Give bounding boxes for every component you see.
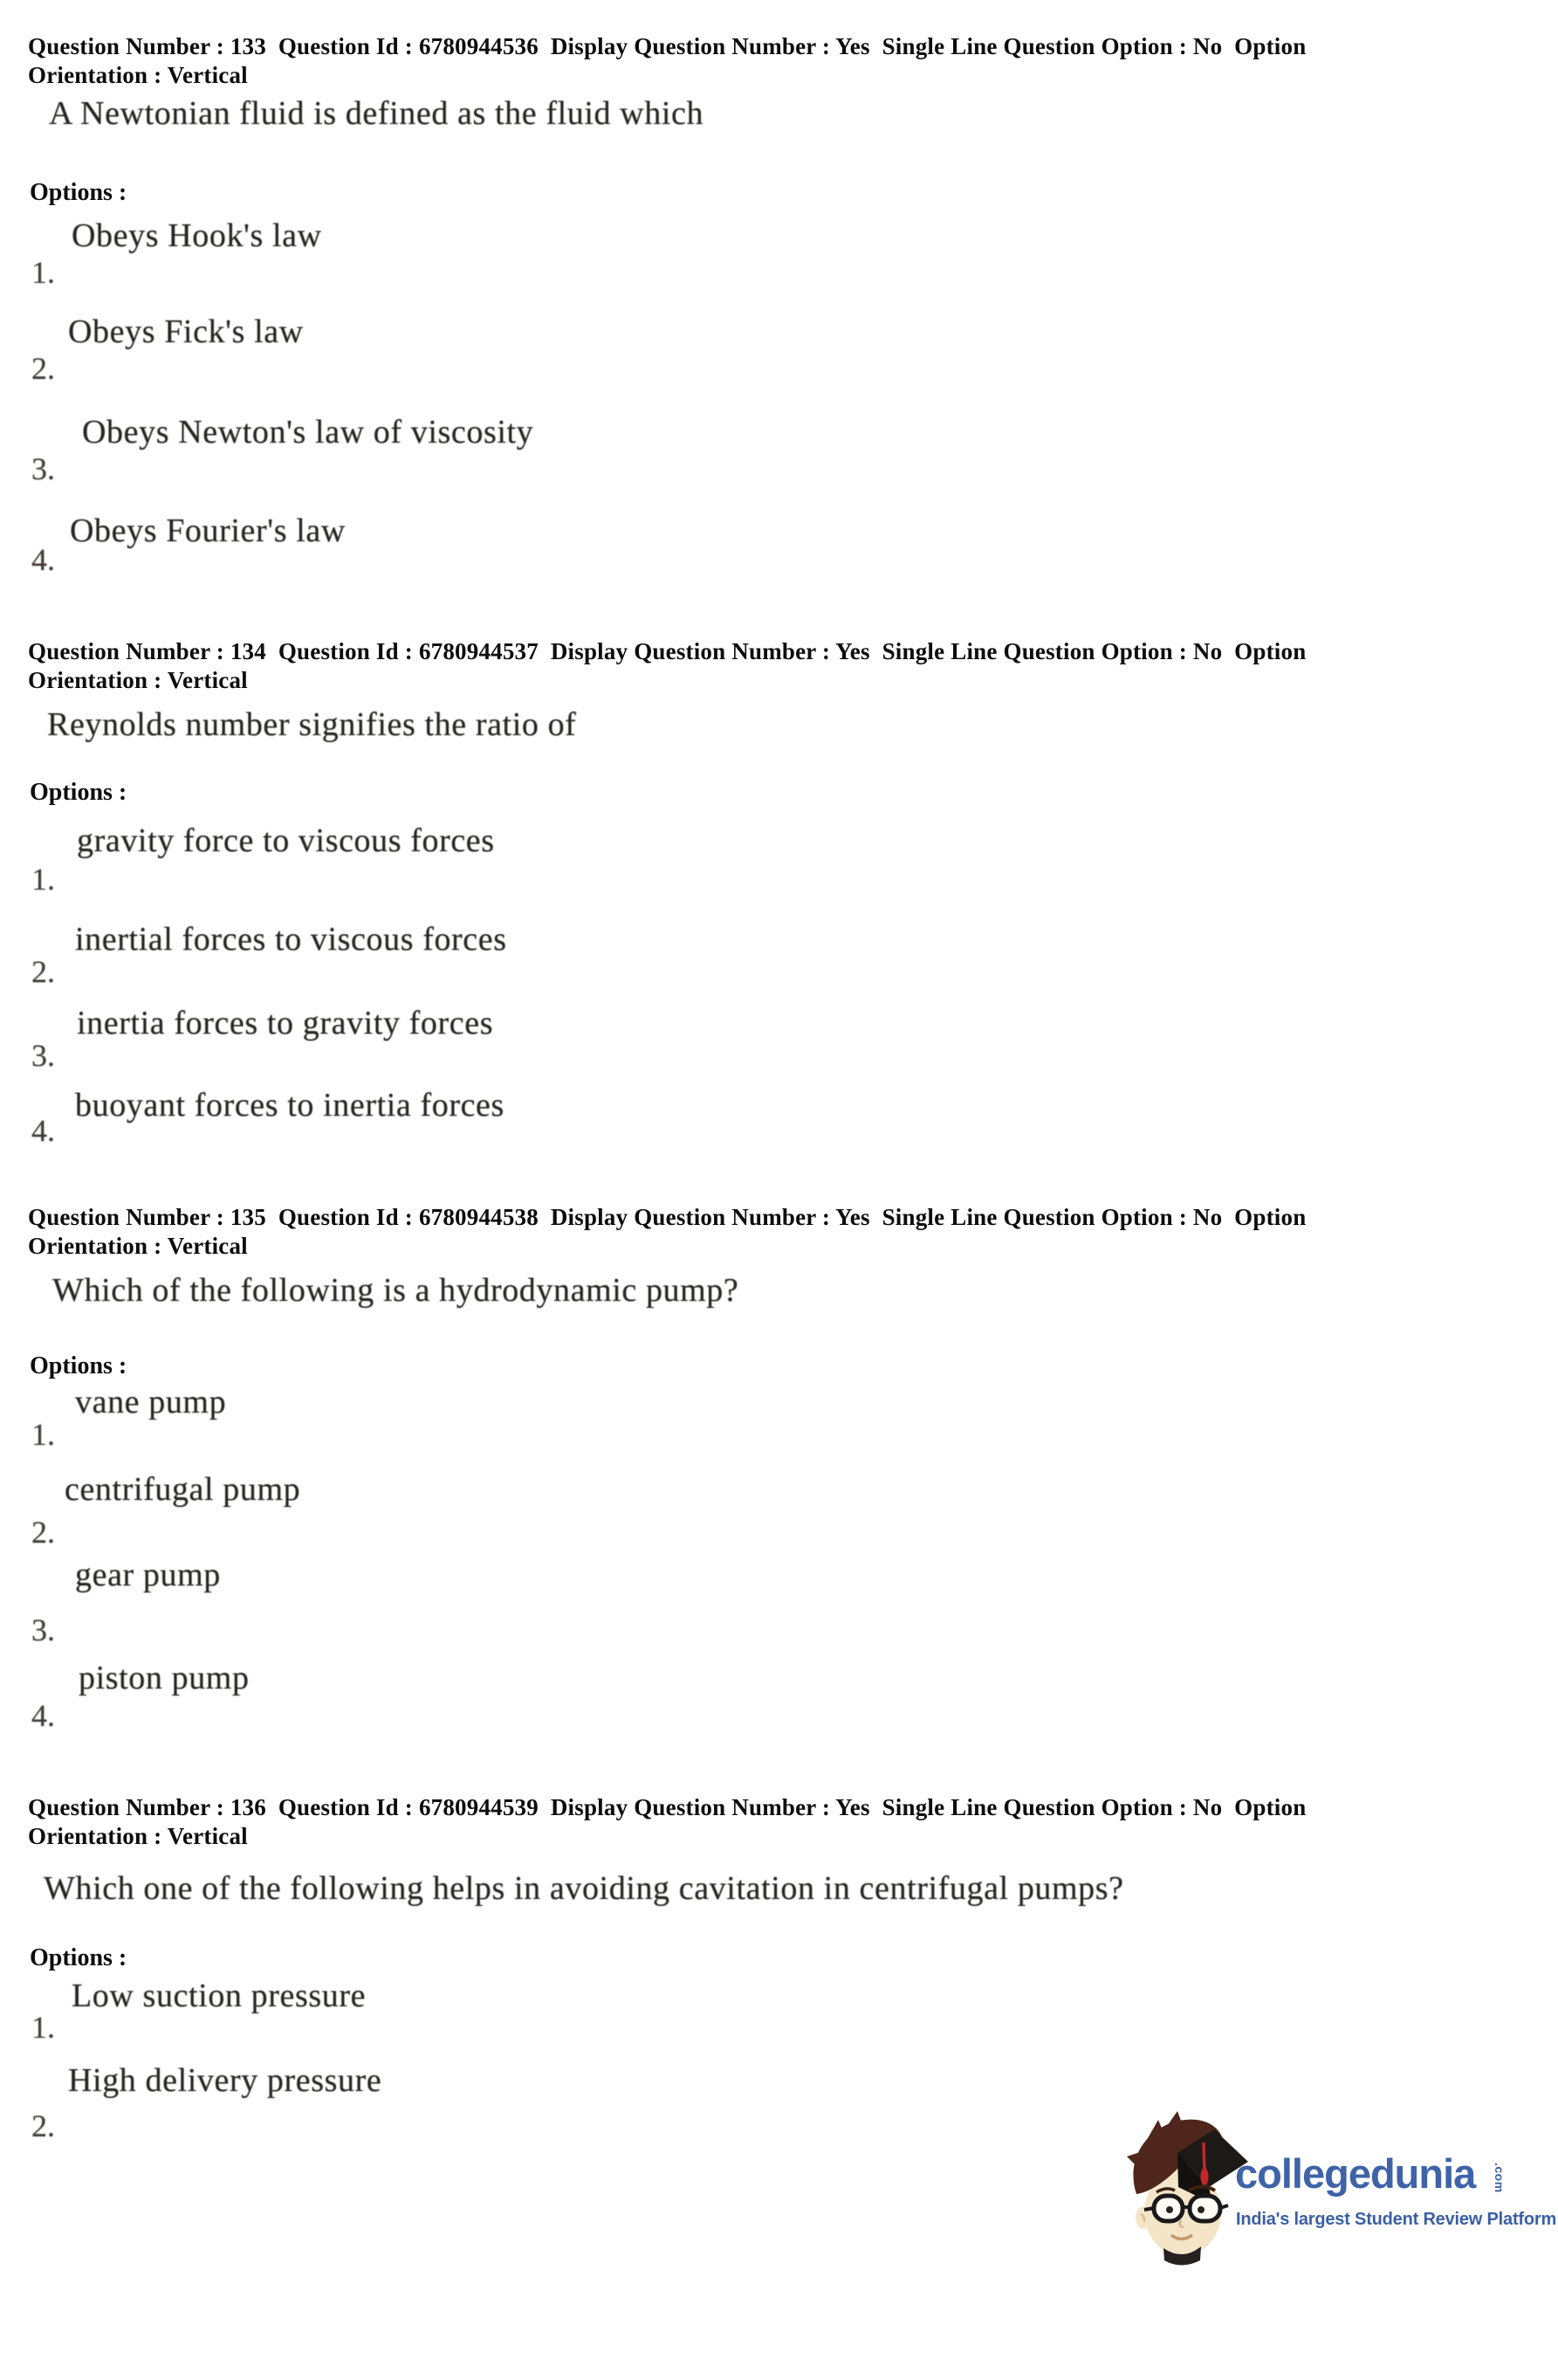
brand-domain-text: .com [1493, 2163, 1507, 2193]
brand-tagline: India's largest Student Review Platform [1236, 2210, 1557, 2229]
option-text: gravity force to viscous forces [77, 822, 495, 859]
option-text: buoyant forces to inertia forces [75, 1087, 504, 1124]
question-text: Which one of the following helps in avoiding cavitation in centrifugal pumps? [44, 1870, 1124, 1907]
option-text: Obeys Fick's law [68, 313, 304, 350]
question-text: Reynolds number signifies the ratio of [47, 706, 577, 743]
question-header-line1: Question Number : 135 Question Id : 6780944538 Display Question Number : Yes Single Line Question Option : No Option [28, 1204, 1307, 1230]
option-number: 2. [31, 954, 55, 989]
option-text: Obeys Fourier's law [70, 512, 346, 549]
option-text: Low suction pressure [72, 1978, 367, 2014]
option-text: vane pump [75, 1384, 227, 1420]
option-number: 4. [31, 1113, 55, 1148]
option-number: 1. [31, 255, 55, 290]
option-number: 4. [31, 542, 55, 577]
question-text: Which of the following is a hydrodynamic pump? [52, 1272, 739, 1309]
option-number: 2. [31, 1515, 55, 1550]
option-number: 1. [31, 862, 55, 897]
option-number: 1. [31, 1417, 55, 1452]
question-header-line1: Question Number : 136 Question Id : 6780944539 Display Question Number : Yes Single Line Question Option : No Option [28, 1794, 1307, 1820]
options-label: Options : [30, 1352, 127, 1379]
option-text: centrifugal pump [65, 1471, 301, 1508]
option-text: Obeys Newton's law of viscosity [82, 414, 534, 451]
option-number: 2. [31, 2108, 55, 2143]
option-number: 2. [31, 351, 55, 386]
question-header-line1: Question Number : 134 Question Id : 6780944537 Display Question Number : Yes Single Line Question Option : No Option [28, 638, 1307, 664]
option-number: 3. [31, 451, 55, 486]
option-text: gear pump [75, 1557, 221, 1593]
option-number: 3. [31, 1613, 55, 1647]
brand-text: collegedunia [1235, 2150, 1476, 2197]
question-header-line2: Orientation : Vertical [28, 62, 248, 88]
question-text: A Newtonian fluid is defined as the fluid which [49, 95, 704, 132]
option-text: Obeys Hook's law [72, 217, 322, 254]
question-header-line1: Question Number : 133 Question Id : 6780944536 Display Question Number : Yes Single Line Question Option : No Option [28, 33, 1307, 59]
question-header-line2: Orientation : Vertical [28, 1233, 248, 1259]
option-text: inertial forces to viscous forces [75, 921, 507, 958]
option-number: 3. [31, 1038, 55, 1073]
options-label: Options : [30, 779, 127, 806]
options-label: Options : [30, 179, 127, 206]
question-header-line2: Orientation : Vertical [28, 1823, 248, 1849]
option-text: High delivery pressure [68, 2062, 382, 2099]
question-header-line2: Orientation : Vertical [28, 667, 248, 693]
options-label: Options : [30, 1944, 127, 1971]
option-number: 1. [31, 2010, 55, 2045]
option-text: inertia forces to gravity forces [77, 1005, 494, 1042]
option-text: piston pump [79, 1660, 250, 1696]
option-number: 4. [31, 1698, 55, 1733]
